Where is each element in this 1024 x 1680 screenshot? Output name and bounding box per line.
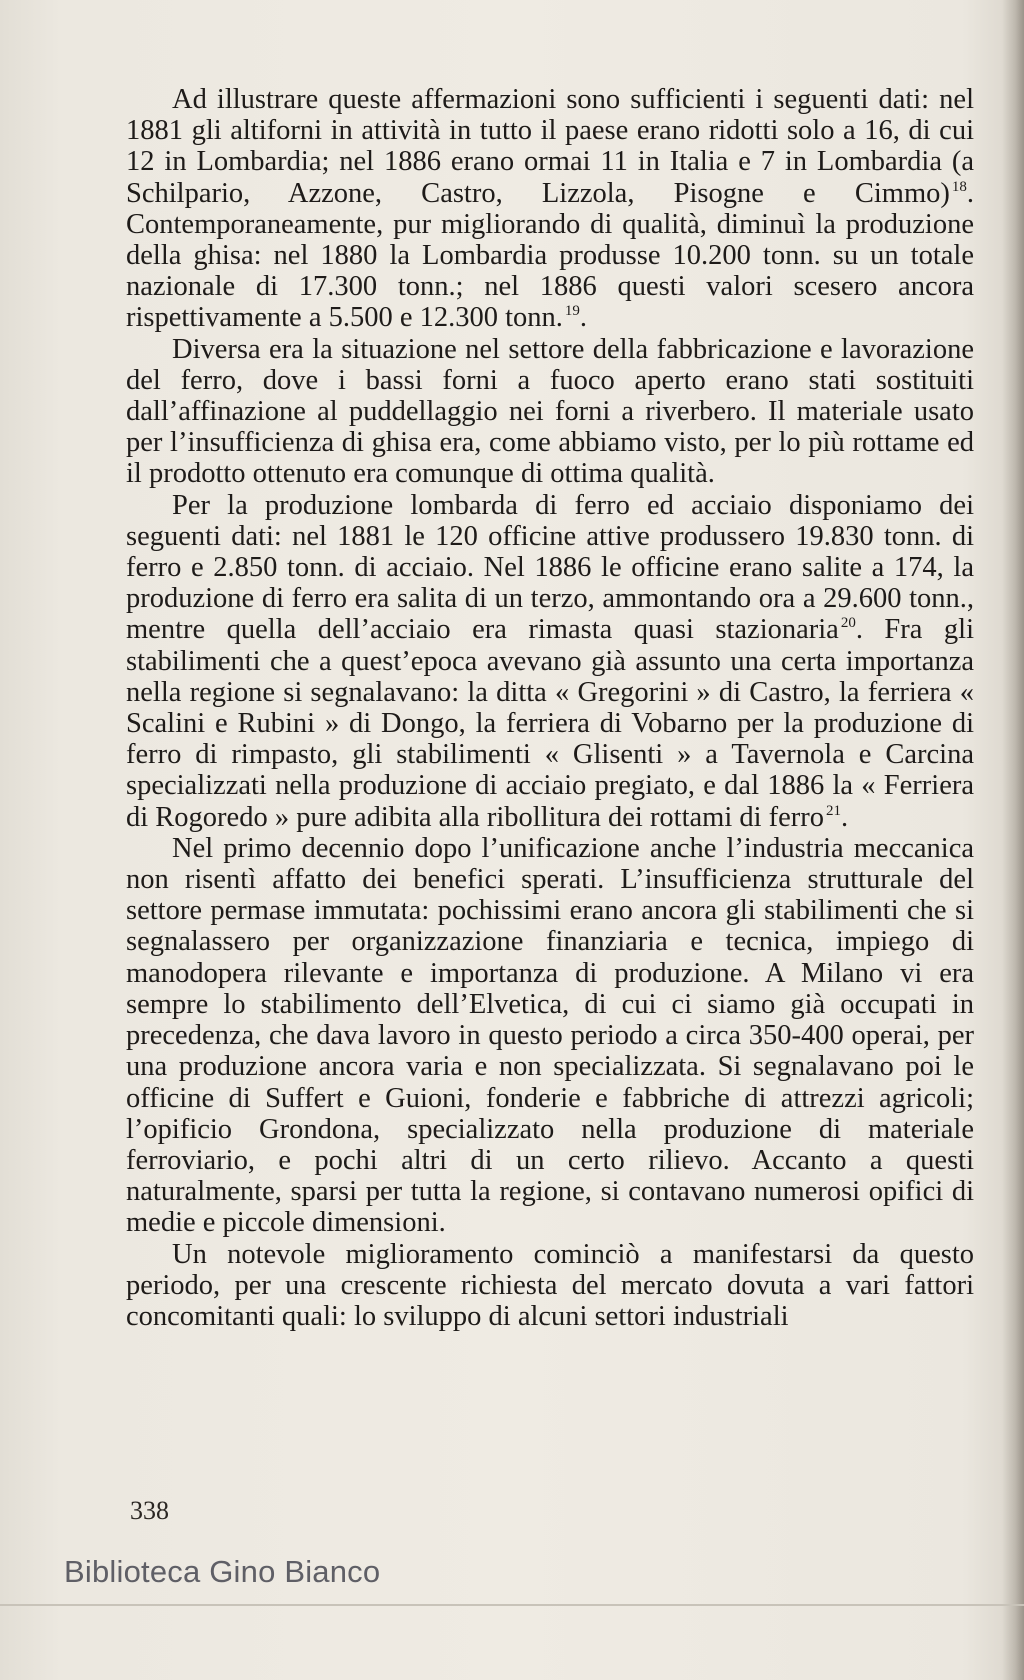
paragraph-4 xyxy=(126,833,974,1239)
page-number: 338 xyxy=(130,1496,169,1525)
paragraph-text: Per la produzione lombarda di ferro ed acciaio disponiamo dei seguenti dati: nel 1881 le 120 officine attive produssero 19.830 tonn. di ferro e 2.850 tonn. di acciaio. Nel 1886 le officine erano salite a 174, la produzione di ferro era salita di un terzo, ammontando ora a 29.600 tonn., mentre quella dell’acciaio era rimasta quasi stazionaria xyxy=(126,489,974,646)
body-text xyxy=(126,84,974,1332)
footnote-ref-19: 19 xyxy=(564,303,580,320)
paragraph-text: Ad illustrare queste affermazioni sono sufficienti i seguenti dati: nel 1881 gli altiforni in attività in tutto il paese erano ridotti solo a 16, di cui 12 in Lombardia; nel 1886 erano ormai 11 in Italia e 7 in Lombardia (a Schilpario, Azzone, Castro, Lizzola, Pisogne e Cimmo) xyxy=(126,84,974,209)
paragraph-text: Diversa era la situazione nel settore della fabbricazione e lavorazione del ferro, dove i bassi forni a fuoco aperto erano stati sostituiti dall’affinazione al puddellaggio nei forni a riverbero. Il materiale usato per l’insufficienza di ghisa era, come abbiamo visto, per lo più rottame ed il prodotto ottenuto era comunque di ottima qualità. xyxy=(126,333,974,490)
paragraph-text: . xyxy=(841,801,849,833)
paragraph-1 xyxy=(126,84,974,334)
footnote-ref-18: 18 xyxy=(951,178,967,195)
paragraph-text: Un notevole miglioramento cominciò a manifestarsi da questo periodo, per una crescente richiesta del mercato dovuta a vari fattori concomitanti quali: lo sviluppo di alcuni settori industriali xyxy=(126,1238,974,1332)
paragraph-text: Nel primo decennio dopo l’unificazione anche l’industria meccanica non risentì affatto dei benefici sperati. L’insufficienza strutturale del settore permase immutata: pochissimi erano ancora gli stabilimenti che si segnalassero per organizzazione finanziaria e tecnica, impiego di manodopera rilevante e importanza di produzione. A Milano vi era sempre lo stabilimento dell’Elvetica, di cui ci siamo già occupati in precedenza, che dava lavoro in questo periodo a circa 350-400 operai, per una produzione ancora varia e non specializzata. Si segnalavano poi le officine di Suffert e Guioni, fonderie e fabbriche di attrezzi agricoli; l’opificio Grondona, specializzato nella produzione di materiale ferroviario, e pochi altri di un certo rilievo. Accanto a questi naturalmente, sparsi per tutta la regione, si contavano numerosi opifici di medie e piccole dimensioni. xyxy=(126,832,974,1239)
footnote-ref-20: 20 xyxy=(840,615,856,632)
page-edge-shadow xyxy=(1002,0,1024,1680)
paragraph-5 xyxy=(126,1239,974,1333)
library-watermark: Biblioteca Gino Bianco xyxy=(64,1554,381,1589)
paragraph-2 xyxy=(126,334,974,490)
paragraph-text: . xyxy=(579,302,588,334)
paragraph-3 xyxy=(126,490,974,833)
footnote-ref-21: 21 xyxy=(826,802,842,819)
paragraph-text: . Fra gli stabilimenti che a quest’epoca avevano già assunto una certa importanza nella regione si segnalavano: la ditta « Gregorini » di Castro, la ferriera « Scalini e Rubini » di Dongo, la ferriera di Vobarno per la produzione di ferro di rimpasto, gli stabilimenti « Glisenti » a Tavernola e Carcina specializzati nella produzione di acciaio pregiato, e dal 1886 la « Ferriera di Rogoredo » pure adibita alla ribollitura dei rottami di ferro xyxy=(126,614,974,833)
paragraph-text: . Contemporaneamente, pur migliorando di qualità, diminuì la produzione della ghisa: nel 1880 la Lombardia produsse 10.200 tonn. su un totale nazionale di 17.300 tonn.; nel 1886 questi valori scesero ancora rispettivamente a 5.500 e 12.300 tonn. xyxy=(126,177,974,334)
bottom-divider xyxy=(0,1604,1024,1606)
